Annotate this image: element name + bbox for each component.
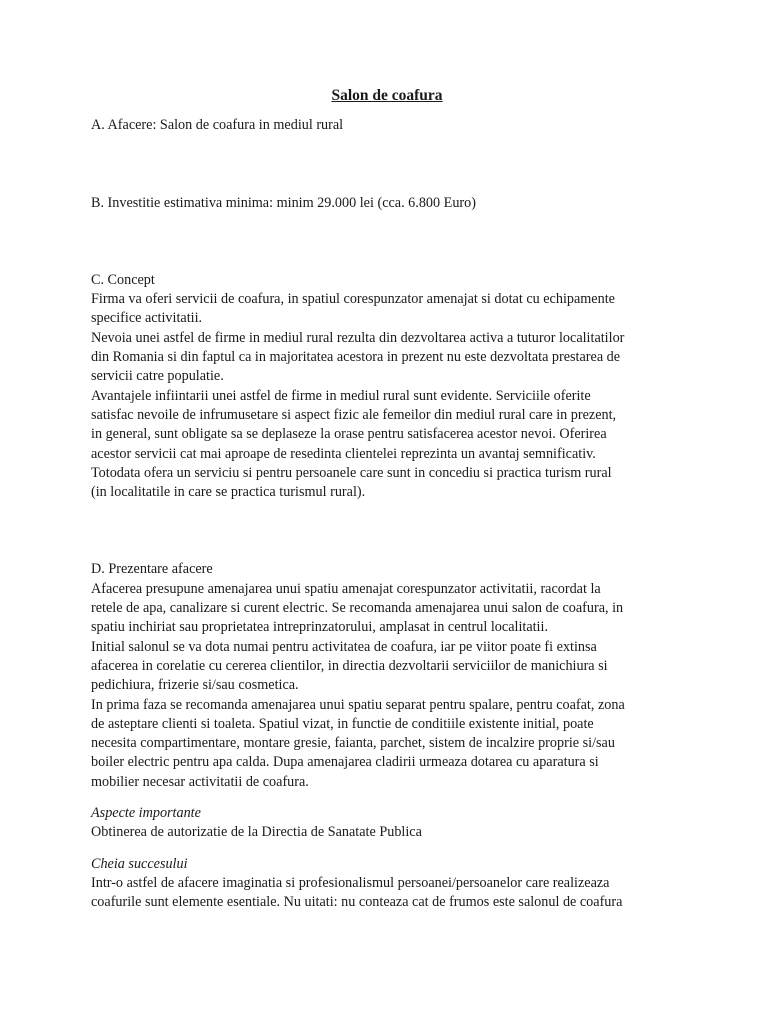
section-c-heading: C. Concept	[91, 271, 155, 288]
spacer	[91, 136, 683, 194]
aspecte-text: Obtinerea de autorizatie de la Directia de Sanatate Publica	[91, 824, 422, 841]
paragraph-line: Initial salonul se va dota numai pentru activitatea de coafura, iar pe viitor poate fi extinsa	[91, 638, 597, 655]
paragraph-line: de asteptare clienti si toaleta. Spatiul vizat, in functie de conditiile existente initial, poate	[91, 715, 594, 732]
paragraph-line: necesita compartimentare, montare gresie, faianta, parchet, sistem de incalzire proprie si/sau	[91, 735, 615, 752]
aspecte-section	[91, 804, 683, 843]
cheia-section	[91, 855, 683, 913]
paragraph-line: boiler electric pentru apa calda. Dupa amenajarea cladirii urmeaza dotarea cu aparatura si	[91, 754, 599, 771]
paragraph-line: coafurile sunt elemente esentiale. Nu uitati: nu conteaza cat de frumos este salonul de coafura	[91, 894, 623, 911]
section-d	[91, 560, 683, 792]
paragraph-line: acestor servicii cat mai aproape de resedinta clientelei reprezinta un avantaj semnificativ.	[91, 445, 596, 462]
spacer	[91, 213, 683, 271]
cheia-heading: Cheia succesului	[91, 855, 188, 872]
document-title: Salon de coafura	[331, 87, 443, 104]
paragraph-line: Avantajele infiintarii unei astfel de firme in mediul rural sunt evidente. Serviciile oferite	[91, 387, 591, 404]
spacer	[91, 843, 683, 855]
paragraph-line: Intr-o astfel de afacere imaginatia si profesionalismul persoanei/persoanelor care realizeaza	[91, 874, 610, 891]
paragraph-line: servicii catre populatie.	[91, 368, 224, 385]
paragraph-line: In prima faza se recomanda amenajarea unui spatiu separat pentru spalare, pentru coafat, zona	[91, 696, 625, 713]
paragraph-line: afacerea in corelatie cu cererea clientilor, in directia dezvoltarii serviciilor de manichiura si	[91, 657, 608, 674]
paragraph-line: Totodata ofera un serviciu si pentru persoanele care sunt in concediu si practica turism rural	[91, 464, 612, 481]
spacer	[91, 792, 683, 804]
section-b-text: B. Investitie estimativa minima: minim 29.000 lei (cca. 6.800 Euro)	[91, 194, 476, 211]
section-b	[91, 194, 683, 213]
paragraph-line: specifice activitatii.	[91, 310, 203, 327]
paragraph-line: Firma va oferi servicii de coafura, in spatiul corespunzator amenajat si dotat cu echipamente	[91, 291, 615, 308]
paragraph-line: (in localitatile in care se practica turismul rural).	[91, 484, 366, 501]
document-page	[91, 86, 683, 913]
paragraph-line: Afacerea presupune amenajarea unui spatiu amenajat corespunzator activitatii, racordat la	[91, 580, 601, 597]
paragraph-line: in general, sunt obligate sa se deplaseze la orase pentru satisfacerea acestor nevoi. Oferirea	[91, 426, 607, 443]
paragraph-line: retele de apa, canalizare si curent electric. Se recomanda amenajarea unui salon de coafura, in	[91, 600, 624, 617]
paragraph-line: mobilier necesar activitatii de coafura.	[91, 773, 309, 790]
paragraph-line: pedichiura, frizerie si/sau cosmetica.	[91, 677, 299, 694]
aspecte-heading: Aspecte importante	[91, 805, 201, 822]
paragraph-line: din Romania si din faptul ca in majoritatea acestora in prezent nu este dezvoltata prestarea de	[91, 349, 621, 366]
paragraph-line: spatiu inchiriat sau proprietatea intreprinzatorului, amplasat in centrul localitatii.	[91, 619, 548, 636]
section-a-text: A. Afacere: Salon de coafura in mediul rural	[91, 117, 344, 134]
paragraph-line: satisfac nevoile de infrumusetare si aspect fizic ale femeilor din mediul rural care in prezent,	[91, 406, 617, 423]
section-c	[91, 271, 683, 503]
spacer	[91, 502, 683, 560]
paragraph-line: Nevoia unei astfel de firme in mediul rural rezulta din dezvoltarea activa a tuturor localitatilor	[91, 329, 625, 346]
section-d-heading: D. Prezentare afacere	[91, 561, 213, 578]
section-a	[91, 116, 683, 135]
